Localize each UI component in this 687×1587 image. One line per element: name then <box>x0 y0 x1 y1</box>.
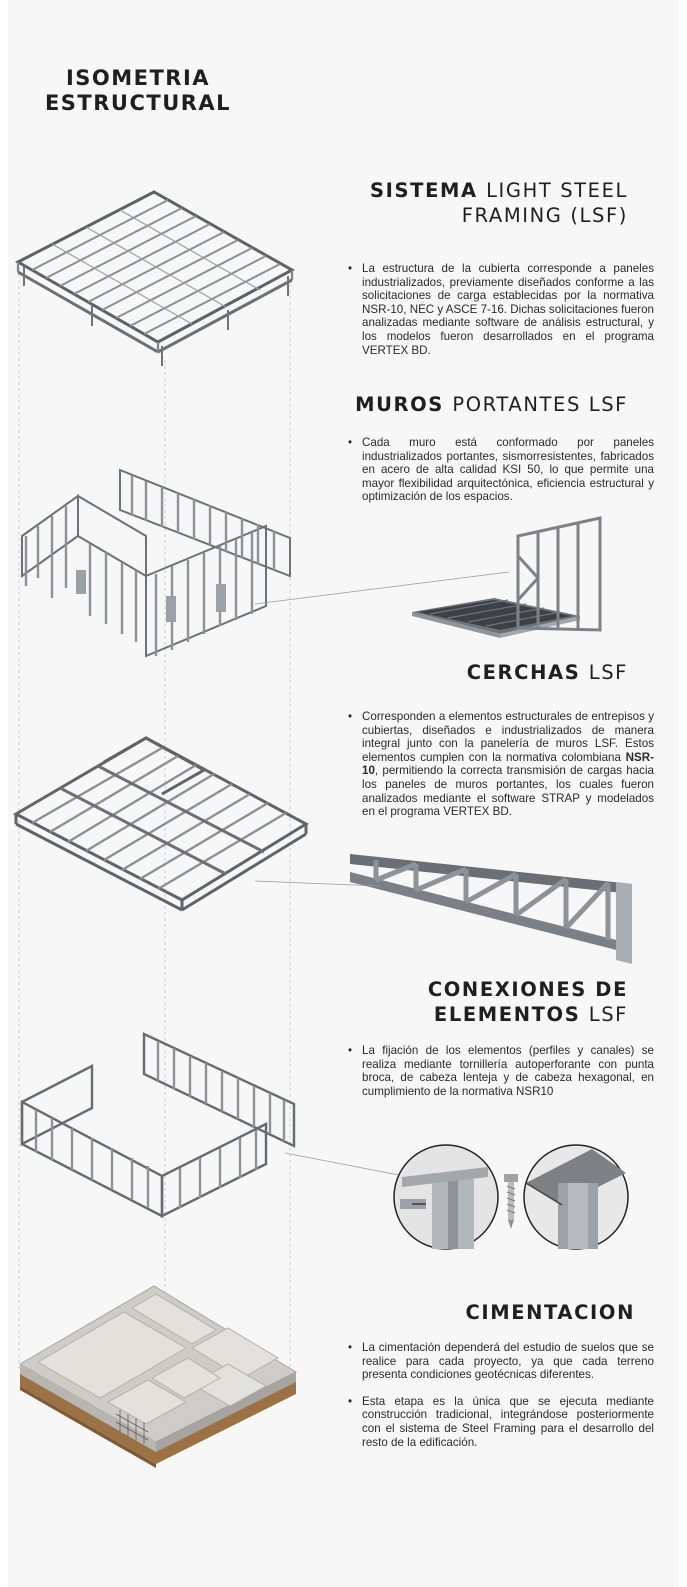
section-heading-cimentacion: CIMENTACION <box>465 1301 635 1324</box>
self-drilling-screw-icon <box>502 1172 520 1230</box>
roof-panel-isometric-icon <box>12 186 297 372</box>
section-heading-muros: MUROS PORTANTES LSF <box>355 393 628 416</box>
concrete-foundation-isometric-icon <box>16 1282 300 1468</box>
section-heading-conexiones: CONEXIONES DE ELEMENTOS LSF <box>427 978 628 1026</box>
section-text-sistema <box>348 262 654 357</box>
screw-connection-detail-icon <box>392 1143 500 1251</box>
load-bearing-walls-isometric-icon <box>16 466 296 662</box>
section-heading-cerchas: CERCHAS LSF <box>466 661 628 684</box>
leader-line-trusses <box>253 878 383 890</box>
leader-line-walls <box>253 568 513 608</box>
bullet-item: • Esta etapa es la única que se ejecuta mediante construcción tradicional, integrándose posteriormente con el sistema de Steel Framing para el desarrollo del resto de la edificación. <box>362 1395 654 1449</box>
page-title: ISOMETRIA ESTRUCTURAL <box>44 66 232 115</box>
bullet-item: • La estructura de la cubierta corresponde a paneles industrializados, previamente diseñados conforme a las solicitaciones de carga establecidas por la normativa NSR-10, NEC y ASCE 7-16. Dichas solicitaciones fueron analizadas mediante software de análisis estructural, y los modelos fueron desarrollados en el programa VERTEX BD. <box>362 262 654 357</box>
section-text-cerchas <box>348 710 654 819</box>
leader-line-connections <box>283 1150 408 1180</box>
bullet-item: • Cada muro está conformado por paneles industrializados portantes, sismorresistentes, fabricados en acero de alta calidad KSI 50, lo que permite una mayor flexibilidad arquitectónica, eficiencia estructural y optimización de los espacios. <box>362 436 654 504</box>
section-heading-sistema: SISTEMA LIGHT STEEL FRAMING (LSF) <box>370 179 628 227</box>
wall-frame-isometric-icon <box>16 1030 298 1226</box>
profile-joint-detail-icon <box>522 1143 630 1251</box>
bullet-item: • Corresponden a elementos estructurales de entrepisos y cubiertas, diseñados e industrializados de manera integral junto con la panelería de muros LSF. Estos elementos cumplen con la normativa colombiana NSR-10, permitiendo la correcta transmisión de cargas hacia los paneles de muros portantes, los cuales fueron analizados mediante el software STRAP y modelados en el programa VERTEX BD. <box>362 710 654 819</box>
page <box>8 0 679 1587</box>
section-text-conexiones <box>348 1044 654 1098</box>
truss-beam-detail-icon <box>346 848 636 964</box>
section-text-muros <box>348 436 654 504</box>
bullet-item: • La fijación de los elementos (perfiles y canales) se realiza mediante tornillería autoperforante con punta broca, de cabeza lenteja y de cabeza hexagonal, en cumplimiento de la normativa NSR10 <box>362 1044 654 1098</box>
section-text-cimentacion <box>348 1341 654 1449</box>
bullet-item: • La cimentación dependerá del estudio de suelos que se realice para cada proyecto, ya que cada terreno presenta condiciones geotécnicas diferentes. <box>362 1341 654 1382</box>
